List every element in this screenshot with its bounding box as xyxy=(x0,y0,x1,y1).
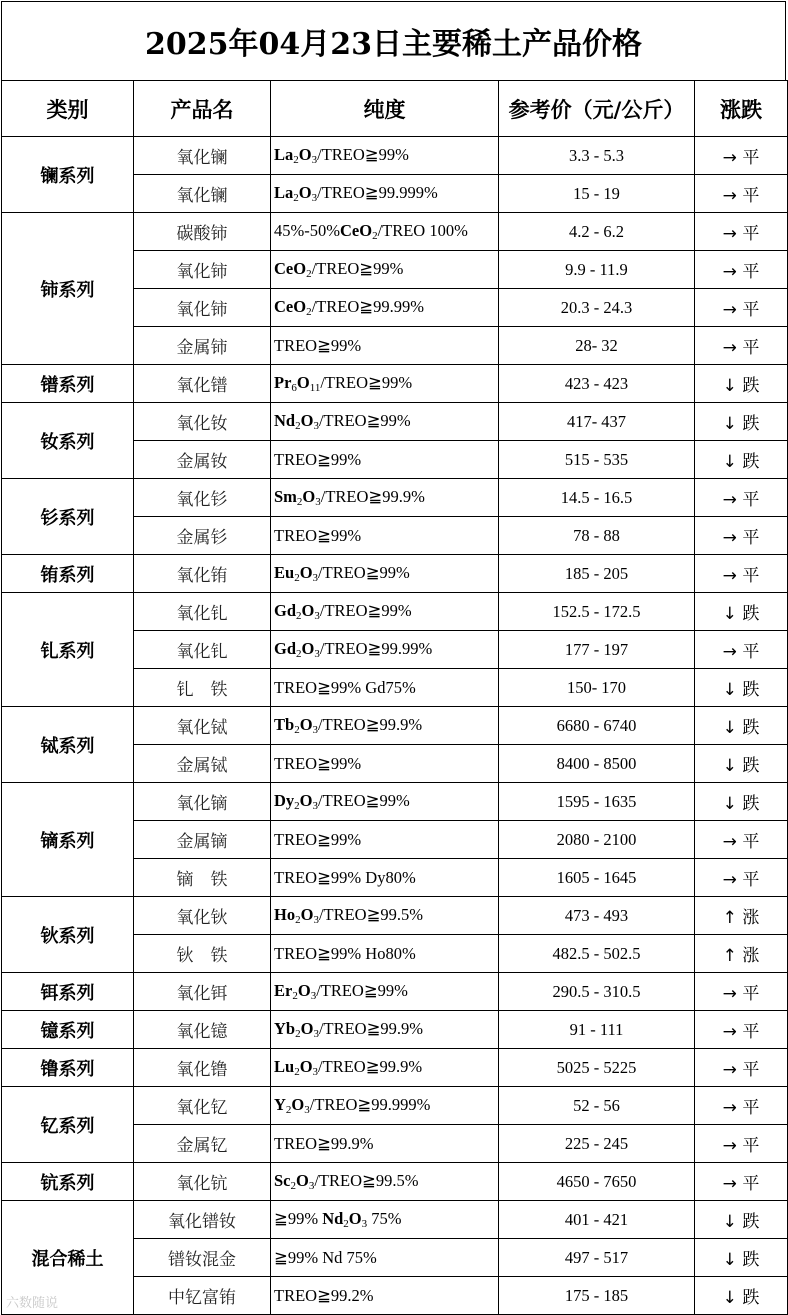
trend-cell: → 平 xyxy=(695,289,788,327)
price-cell: 185 - 205 xyxy=(499,555,695,593)
price-cell: 401 - 421 xyxy=(499,1201,695,1239)
purity-text: Nd xyxy=(322,1209,344,1228)
trend-cell: ↓ 跌 xyxy=(695,745,788,783)
trend-cell: → 平 xyxy=(695,213,788,251)
purity-subscript: 3 xyxy=(313,914,319,926)
purity-subscript: 3 xyxy=(311,154,318,166)
price-cell: 4650 - 7650 xyxy=(499,1163,695,1201)
purity-subscript: 2 xyxy=(295,420,301,432)
purity-subscript: 3 xyxy=(310,990,317,1002)
purity-text: TREO≧99.9% xyxy=(274,1133,374,1153)
purity-cell xyxy=(271,707,499,745)
purity-subscript: 2 xyxy=(343,1218,349,1230)
purity-text: Dy xyxy=(274,791,295,810)
header-category: 类别 xyxy=(2,81,134,137)
purity-text: O xyxy=(298,183,312,202)
purity-text: O xyxy=(299,1057,313,1076)
purity-cell xyxy=(271,859,499,897)
category-cell: 钬系列 xyxy=(2,897,134,973)
purity-text: Nd xyxy=(274,411,296,430)
price-table xyxy=(1,80,788,1315)
price-cell: 152.5 - 172.5 xyxy=(499,593,695,631)
purity-cell xyxy=(271,1125,499,1163)
product-name-cell: 氧化钬 xyxy=(134,897,271,935)
product-name-cell: 金属钕 xyxy=(134,441,271,479)
purity-text: TREO≧99% Ho80% xyxy=(274,943,416,963)
table-row xyxy=(2,783,788,821)
purity-text: TREO≧99.2% xyxy=(274,1285,374,1305)
purity-text: O xyxy=(300,1019,314,1038)
price-cell: 1605 - 1645 xyxy=(499,859,695,897)
purity-text: La xyxy=(274,183,294,202)
product-name-cell: 氧化钐 xyxy=(134,479,271,517)
purity-cell xyxy=(271,593,499,631)
product-name-cell: 氧化铕 xyxy=(134,555,271,593)
purity-text: /TREO≧99% xyxy=(319,601,412,620)
price-cell: 52 - 56 xyxy=(499,1087,695,1125)
purity-text: O xyxy=(302,487,316,506)
table-row xyxy=(2,1011,788,1049)
category-cell: 钕系列 xyxy=(2,403,134,479)
category-cell: 钆系列 xyxy=(2,593,134,707)
header-product: 产品名 xyxy=(134,81,271,137)
purity-subscript: 3 xyxy=(314,648,320,660)
purity-text: Tb xyxy=(274,715,295,734)
purity-subscript: 3 xyxy=(361,1218,368,1230)
purity-subscript: 2 xyxy=(294,800,300,812)
purity-subscript: 3 xyxy=(314,610,320,622)
purity-text: TREO≧99% xyxy=(274,335,362,355)
purity-subscript: 2 xyxy=(306,306,312,318)
purity-text: 45%-50% xyxy=(274,221,340,240)
trend-cell: → 平 xyxy=(695,1125,788,1163)
purity-text: Lu xyxy=(274,1057,295,1076)
category-cell: 铒系列 xyxy=(2,973,134,1011)
purity-subscript: 3 xyxy=(313,1028,319,1040)
category-cell: 镱系列 xyxy=(2,1011,134,1049)
trend-cell: ↓ 跌 xyxy=(695,1239,788,1277)
header-price: 参考价（元/公斤） xyxy=(499,81,695,137)
trend-cell: ↓ 跌 xyxy=(695,783,788,821)
purity-text: La xyxy=(274,145,294,164)
purity-text: Er xyxy=(274,981,293,1000)
category-cell: 钪系列 xyxy=(2,1163,134,1201)
purity-subscript: 3 xyxy=(304,1104,310,1116)
purity-text: TREO≧99% xyxy=(274,829,362,849)
purity-subscript: 3 xyxy=(312,800,319,812)
product-name-cell: 金属铈 xyxy=(134,327,271,365)
product-name-cell: 氧化铒 xyxy=(134,973,271,1011)
price-cell: 150- 170 xyxy=(499,669,695,707)
header-row xyxy=(2,81,788,137)
purity-cell xyxy=(271,327,499,365)
purity-text: 75% xyxy=(367,1209,402,1228)
category-cell: 铽系列 xyxy=(2,707,134,783)
price-cell: 8400 - 8500 xyxy=(499,745,695,783)
trend-cell: ↓ 跌 xyxy=(695,707,788,745)
table-row xyxy=(2,137,788,175)
category-cell: 铈系列 xyxy=(2,213,134,365)
purity-text: CeO xyxy=(274,297,307,316)
price-cell: 15 - 19 xyxy=(499,175,695,213)
header-trend: 涨跌 xyxy=(695,81,788,137)
product-name-cell: 氧化镨 xyxy=(134,365,271,403)
purity-text: /TREO≧99.99% xyxy=(319,639,433,658)
price-cell: 515 - 535 xyxy=(499,441,695,479)
header-purity: 纯度 xyxy=(271,81,499,137)
table-row xyxy=(2,555,788,593)
purity-cell xyxy=(271,213,499,251)
purity-text: O xyxy=(348,1209,362,1228)
purity-cell xyxy=(271,897,499,935)
trend-cell: → 平 xyxy=(695,555,788,593)
price-cell: 14.5 - 16.5 xyxy=(499,479,695,517)
product-name-cell: 中钇富铕 xyxy=(134,1277,271,1315)
purity-cell xyxy=(271,1239,499,1277)
product-name-cell: 钬 铁 xyxy=(134,935,271,973)
product-name-cell: 金属钐 xyxy=(134,517,271,555)
price-cell: 3.3 - 5.3 xyxy=(499,137,695,175)
product-name-cell: 钆 铁 xyxy=(134,669,271,707)
table-row xyxy=(2,213,788,251)
purity-cell xyxy=(271,669,499,707)
price-cell: 1595 - 1635 xyxy=(499,783,695,821)
purity-cell xyxy=(271,935,499,973)
purity-text: Pr xyxy=(274,373,292,392)
price-cell: 4.2 - 6.2 xyxy=(499,213,695,251)
category-cell: 镥系列 xyxy=(2,1049,134,1087)
price-cell: 20.3 - 24.3 xyxy=(499,289,695,327)
table-row xyxy=(2,1163,788,1201)
trend-cell: ↑ 涨 xyxy=(695,897,788,935)
trend-cell: → 平 xyxy=(695,821,788,859)
table-row xyxy=(2,1087,788,1125)
purity-cell xyxy=(271,745,499,783)
trend-cell: → 平 xyxy=(695,859,788,897)
category-cell: 混合稀土 xyxy=(2,1201,134,1315)
purity-subscript: 2 xyxy=(293,192,299,204)
product-name-cell: 氧化镝 xyxy=(134,783,271,821)
table-row xyxy=(2,707,788,745)
product-name-cell: 氧化镥 xyxy=(134,1049,271,1087)
product-name-cell: 金属镝 xyxy=(134,821,271,859)
product-name-cell: 氧化铈 xyxy=(134,251,271,289)
purity-cell xyxy=(271,1201,499,1239)
purity-text: ≧99% Nd 75% xyxy=(274,1247,377,1267)
trend-cell: → 平 xyxy=(695,517,788,555)
purity-subscript: 2 xyxy=(290,1180,296,1192)
purity-text: /TREO≧99.9% xyxy=(318,1057,423,1076)
purity-text: /TREO≧99% xyxy=(316,981,408,1000)
purity-subscript: 2 xyxy=(296,496,303,508)
purity-text: /TREO≧99.5% xyxy=(314,1171,419,1190)
purity-cell xyxy=(271,137,499,175)
product-name-cell: 氧化钆 xyxy=(134,593,271,631)
table-row xyxy=(2,365,788,403)
purity-cell xyxy=(271,1087,499,1125)
purity-subscript: 2 xyxy=(294,1066,300,1078)
purity-text: Yb xyxy=(274,1019,296,1038)
trend-cell: ↓ 跌 xyxy=(695,403,788,441)
category-cell: 镝系列 xyxy=(2,783,134,897)
price-cell: 225 - 245 xyxy=(499,1125,695,1163)
trend-cell: → 平 xyxy=(695,251,788,289)
trend-cell: → 平 xyxy=(695,327,788,365)
purity-subscript: 3 xyxy=(312,724,319,736)
purity-subscript: 2 xyxy=(292,990,298,1002)
purity-cell xyxy=(271,175,499,213)
product-name-cell: 氧化钇 xyxy=(134,1087,271,1125)
purity-text: /TREO≧99% xyxy=(318,563,410,582)
purity-text: CeO xyxy=(339,221,373,240)
purity-text: Y xyxy=(274,1095,286,1114)
category-cell: 镧系列 xyxy=(2,137,134,213)
purity-subscript: 2 xyxy=(306,268,312,280)
category-cell: 钐系列 xyxy=(2,479,134,555)
table-row xyxy=(2,479,788,517)
purity-text: Eu xyxy=(274,563,295,582)
purity-text: O xyxy=(299,563,313,582)
trend-cell: ↓ 跌 xyxy=(695,669,788,707)
purity-cell xyxy=(271,441,499,479)
purity-subscript: 2 xyxy=(296,610,302,622)
purity-text: /TREO 100% xyxy=(377,221,468,240)
purity-text: TREO≧99% xyxy=(274,449,362,469)
purity-cell xyxy=(271,1049,499,1087)
product-name-cell: 氧化镧 xyxy=(134,175,271,213)
purity-subscript: 3 xyxy=(312,1066,319,1078)
purity-text: /TREO≧99% xyxy=(320,373,413,392)
purity-subscript: 2 xyxy=(295,914,301,926)
purity-text: O xyxy=(298,145,312,164)
purity-subscript: 2 xyxy=(296,648,302,660)
trend-cell: ↓ 跌 xyxy=(695,365,788,403)
trend-cell: ↓ 跌 xyxy=(695,1201,788,1239)
watermark: 六数随说 xyxy=(6,1296,59,1311)
purity-text: /TREO≧99% xyxy=(317,145,409,164)
purity-text: TREO≧99% xyxy=(274,525,362,545)
purity-text: TREO≧99% Dy80% xyxy=(274,867,416,887)
product-name-cell: 氧化钆 xyxy=(134,631,271,669)
price-cell: 78 - 88 xyxy=(499,517,695,555)
page-title: 2025年04月23日主要稀土产品价格 xyxy=(1,1,786,81)
trend-cell: → 平 xyxy=(695,1011,788,1049)
purity-subscript: 2 xyxy=(293,154,299,166)
trend-cell: ↓ 跌 xyxy=(695,1277,788,1315)
category-cell: 钇系列 xyxy=(2,1087,134,1163)
product-name-cell: 氧化镧 xyxy=(134,137,271,175)
product-name-cell: 碳酸铈 xyxy=(134,213,271,251)
trend-cell: → 平 xyxy=(695,1163,788,1201)
price-cell: 482.5 - 502.5 xyxy=(499,935,695,973)
product-name-cell: 氧化钪 xyxy=(134,1163,271,1201)
purity-subscript: 2 xyxy=(294,724,300,736)
purity-text: TREO≧99% Gd75% xyxy=(274,677,416,697)
purity-cell xyxy=(271,517,499,555)
purity-text: /TREO≧99% xyxy=(318,411,411,430)
trend-cell: → 平 xyxy=(695,479,788,517)
product-name-cell: 镝 铁 xyxy=(134,859,271,897)
purity-text: O xyxy=(296,373,310,392)
price-cell: 177 - 197 xyxy=(499,631,695,669)
price-cell: 497 - 517 xyxy=(499,1239,695,1277)
purity-text: /TREO≧99.9% xyxy=(318,715,423,734)
purity-cell xyxy=(271,1277,499,1315)
table-row xyxy=(2,593,788,631)
purity-text: O xyxy=(299,791,313,810)
purity-subscript: 11 xyxy=(309,382,321,394)
price-cell: 28- 32 xyxy=(499,327,695,365)
purity-text: O xyxy=(300,905,314,924)
purity-text: /TREO≧99.5% xyxy=(318,905,424,924)
purity-text: /TREO≧99.9% xyxy=(318,1019,424,1038)
purity-text: O xyxy=(299,715,313,734)
purity-text: O xyxy=(301,601,315,620)
purity-text: /TREO≧99% xyxy=(318,791,410,810)
product-name-cell: 金属钇 xyxy=(134,1125,271,1163)
category-cell: 铕系列 xyxy=(2,555,134,593)
purity-text: Gd xyxy=(274,639,297,658)
purity-cell xyxy=(271,479,499,517)
purity-cell xyxy=(271,365,499,403)
purity-text: Ho xyxy=(274,905,296,924)
product-name-cell: 镨钕混金 xyxy=(134,1239,271,1277)
purity-cell xyxy=(271,631,499,669)
trend-cell: → 平 xyxy=(695,137,788,175)
product-name-cell: 氧化镨钕 xyxy=(134,1201,271,1239)
price-cell: 290.5 - 310.5 xyxy=(499,973,695,1011)
purity-cell xyxy=(271,973,499,1011)
price-cell: 473 - 493 xyxy=(499,897,695,935)
purity-text: /TREO≧99% xyxy=(311,259,404,278)
purity-text: /TREO≧99.999% xyxy=(309,1095,431,1114)
purity-cell xyxy=(271,289,499,327)
purity-text: /TREO≧99.999% xyxy=(317,183,438,202)
purity-text: O xyxy=(301,639,315,658)
price-cell: 417- 437 xyxy=(499,403,695,441)
price-cell: 6680 - 6740 xyxy=(499,707,695,745)
price-cell: 91 - 111 xyxy=(499,1011,695,1049)
purity-text: Gd xyxy=(274,601,297,620)
purity-text: O xyxy=(291,1095,305,1114)
purity-subscript: 3 xyxy=(312,572,319,584)
product-name-cell: 氧化钕 xyxy=(134,403,271,441)
table-row xyxy=(2,973,788,1011)
trend-cell: → 平 xyxy=(695,1049,788,1087)
trend-cell: → 平 xyxy=(695,973,788,1011)
trend-cell: ↓ 跌 xyxy=(695,441,788,479)
purity-text: Sc xyxy=(274,1171,291,1190)
purity-cell xyxy=(271,783,499,821)
table-row xyxy=(2,403,788,441)
purity-subscript: 6 xyxy=(291,382,297,394)
purity-subscript: 2 xyxy=(372,230,378,242)
purity-text: /TREO≧99.99% xyxy=(311,297,424,316)
trend-cell: → 平 xyxy=(695,631,788,669)
price-cell: 5025 - 5225 xyxy=(499,1049,695,1087)
product-name-cell: 氧化镱 xyxy=(134,1011,271,1049)
trend-cell: ↓ 跌 xyxy=(695,593,788,631)
price-cell: 9.9 - 11.9 xyxy=(499,251,695,289)
purity-text: CeO xyxy=(274,259,307,278)
price-cell: 423 - 423 xyxy=(499,365,695,403)
table-row xyxy=(2,1049,788,1087)
purity-text: /TREO≧99.9% xyxy=(320,487,425,506)
purity-text: O xyxy=(297,981,311,1000)
purity-subscript: 3 xyxy=(315,496,321,508)
product-name-cell: 氧化铽 xyxy=(134,707,271,745)
purity-text: TREO≧99% xyxy=(274,753,362,773)
purity-subscript: 2 xyxy=(285,1104,292,1116)
purity-text: Sm xyxy=(274,487,297,506)
purity-text: O xyxy=(300,411,314,430)
purity-subscript: 2 xyxy=(295,1028,301,1040)
product-name-cell: 氧化铈 xyxy=(134,289,271,327)
purity-cell xyxy=(271,821,499,859)
product-name-cell: 金属铽 xyxy=(134,745,271,783)
purity-text: O xyxy=(296,1171,309,1190)
trend-cell: → 平 xyxy=(695,175,788,213)
purity-cell xyxy=(271,403,499,441)
trend-cell: ↑ 涨 xyxy=(695,935,788,973)
purity-text: ≧99% xyxy=(274,1209,323,1228)
table-row xyxy=(2,1201,788,1239)
purity-cell xyxy=(271,1163,499,1201)
price-cell: 175 - 185 xyxy=(499,1277,695,1315)
purity-cell xyxy=(271,1011,499,1049)
table-row xyxy=(2,897,788,935)
purity-subscript: 3 xyxy=(313,420,319,432)
purity-cell xyxy=(271,251,499,289)
category-cell: 镨系列 xyxy=(2,365,134,403)
purity-subscript: 2 xyxy=(294,572,300,584)
price-cell: 2080 - 2100 xyxy=(499,821,695,859)
purity-subscript: 3 xyxy=(311,192,318,204)
purity-subscript: 3 xyxy=(308,1180,315,1192)
purity-cell xyxy=(271,555,499,593)
trend-cell: → 平 xyxy=(695,1087,788,1125)
